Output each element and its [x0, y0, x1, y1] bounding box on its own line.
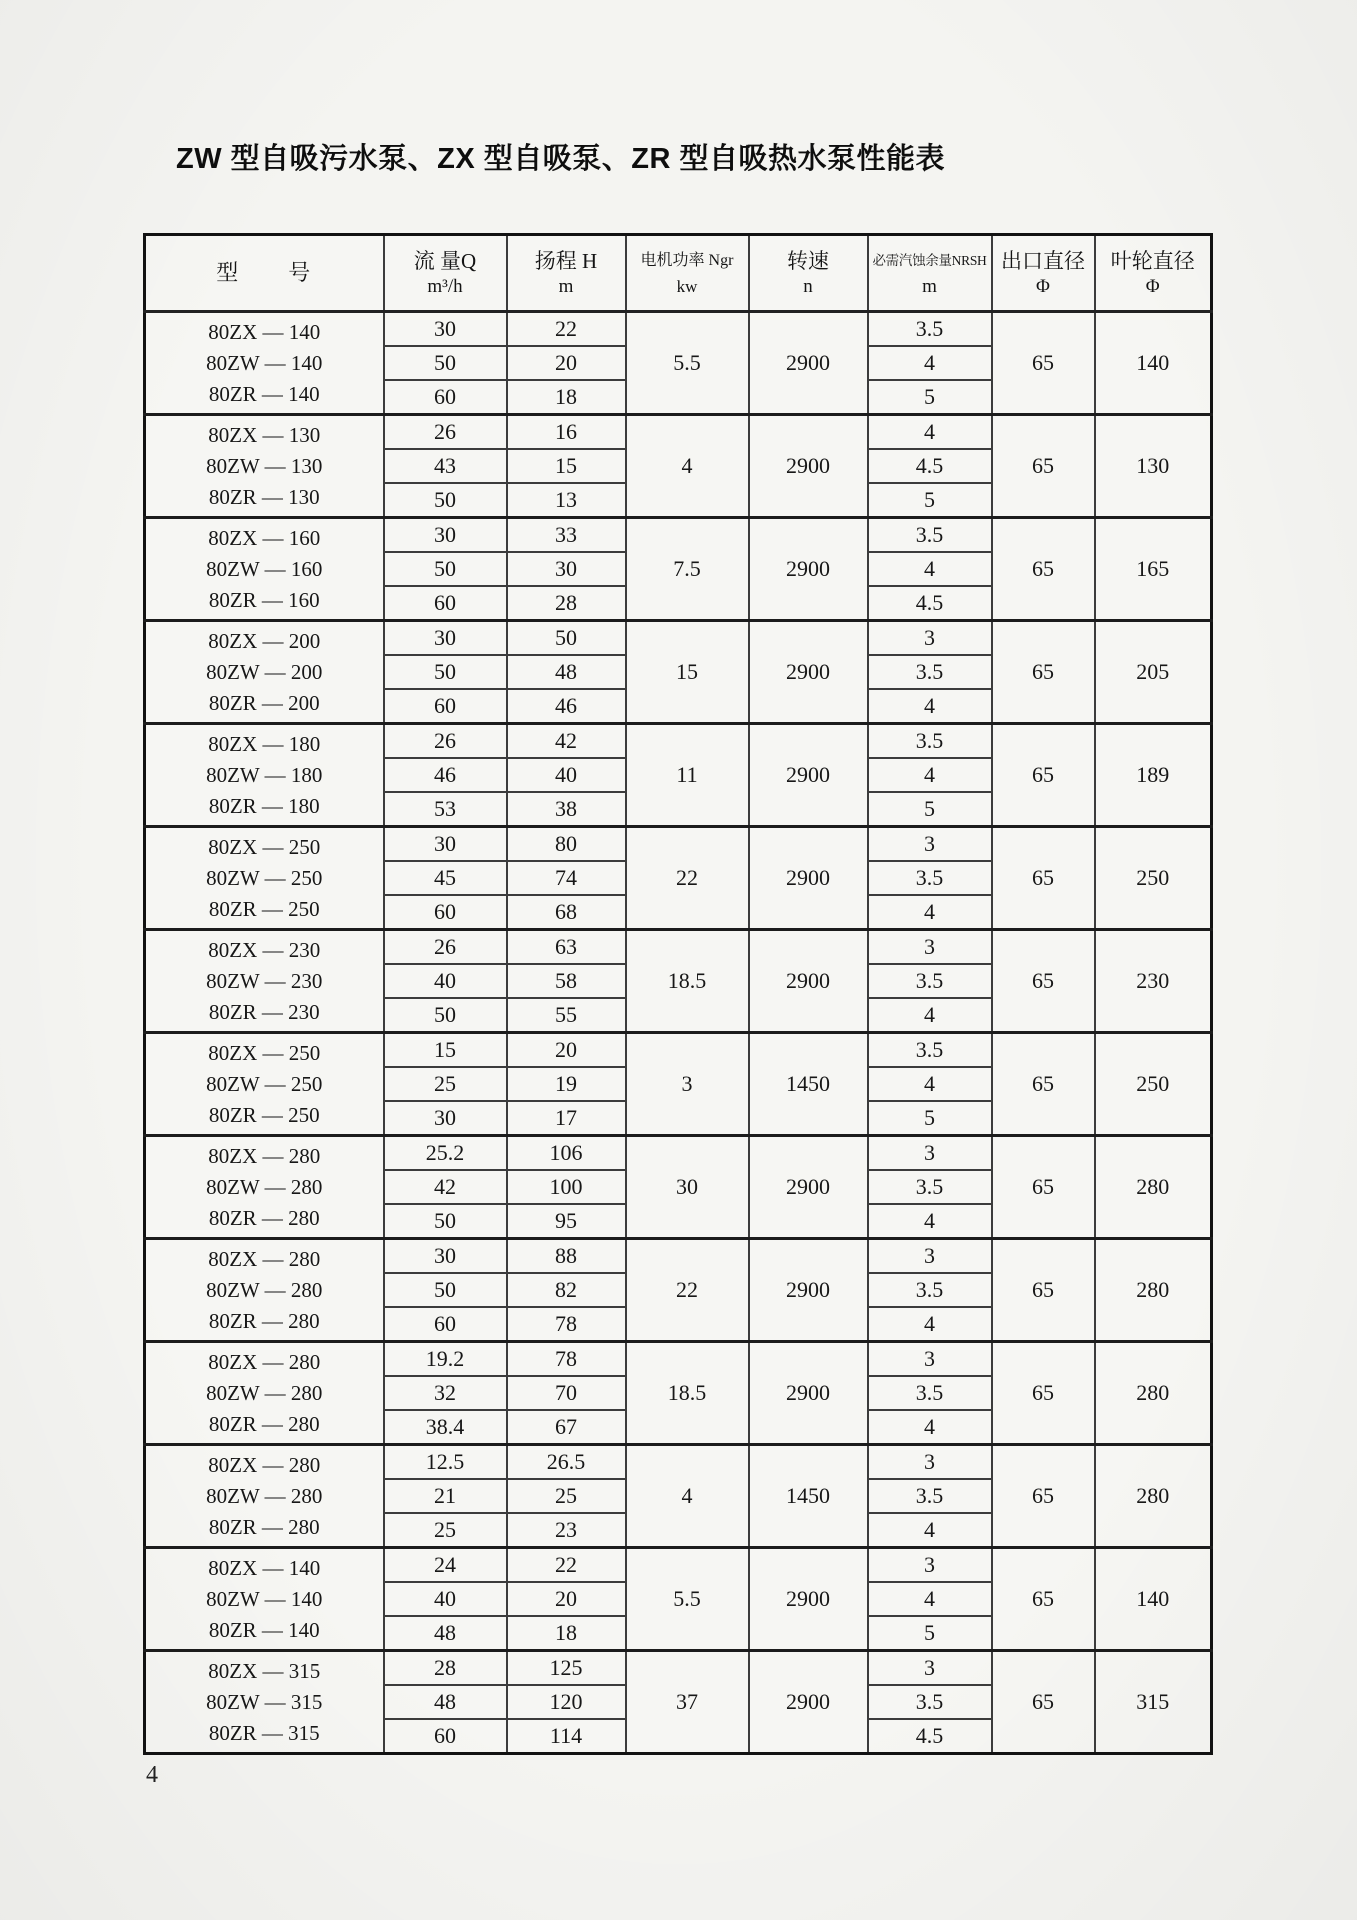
flow-value: 60 [384, 586, 507, 621]
speed-value: 2900 [749, 1342, 868, 1445]
header-head-unit: m [558, 275, 574, 297]
head-value: 28 [507, 586, 626, 621]
flow-value: 25 [384, 1067, 507, 1101]
head-value: 70 [507, 1376, 626, 1410]
model-cell [145, 312, 384, 415]
flow-value: 28 [384, 1651, 507, 1686]
model-name: 80ZW — 250 [206, 865, 323, 890]
model-name: 80ZX — 280 [208, 1452, 321, 1477]
flow-value: 32 [384, 1376, 507, 1410]
speed-value: 1450 [749, 1033, 868, 1136]
outlet-diameter-value: 65 [992, 1548, 1095, 1651]
head-value: 106 [507, 1136, 626, 1171]
npsh-value: 3 [868, 1342, 992, 1377]
flow-value: 25 [384, 1513, 507, 1548]
model-name: 80ZW — 280 [206, 1277, 323, 1302]
npsh-value: 4 [868, 346, 992, 380]
outlet-diameter-value: 65 [992, 1033, 1095, 1136]
impeller-diameter-value: 250 [1095, 827, 1212, 930]
head-value: 30 [507, 552, 626, 586]
speed-value: 2900 [749, 518, 868, 621]
head-value: 78 [507, 1342, 626, 1377]
table-row [145, 312, 1212, 347]
table-row [145, 621, 1212, 656]
flow-value: 53 [384, 792, 507, 827]
npsh-value: 3.5 [868, 518, 992, 553]
impeller-diameter-value: 315 [1095, 1651, 1212, 1754]
model-name: 80ZX — 280 [208, 1349, 321, 1374]
header-model-label: 型 号 [216, 260, 313, 285]
npsh-value: 3.5 [868, 964, 992, 998]
header-head-label: 扬程 H [534, 248, 598, 273]
model-name: 80ZX — 140 [208, 1555, 321, 1580]
flow-value: 48 [384, 1616, 507, 1651]
model-cell [145, 518, 384, 621]
impeller-diameter-value: 280 [1095, 1136, 1212, 1239]
model-name: 80ZX — 140 [208, 319, 321, 344]
table-row [145, 1445, 1212, 1480]
power-value: 18.5 [626, 930, 749, 1033]
outlet-diameter-value: 65 [992, 1445, 1095, 1548]
head-value: 67 [507, 1410, 626, 1445]
head-value: 40 [507, 758, 626, 792]
head-value: 18 [507, 1616, 626, 1651]
model-name: 80ZW — 180 [206, 762, 323, 787]
header-flow [384, 235, 507, 312]
header-model [145, 235, 384, 312]
npsh-value: 4.5 [868, 449, 992, 483]
speed-value: 2900 [749, 312, 868, 415]
power-value: 30 [626, 1136, 749, 1239]
speed-value: 2900 [749, 1136, 868, 1239]
head-value: 55 [507, 998, 626, 1033]
npsh-value: 3.5 [868, 861, 992, 895]
table-row [145, 1651, 1212, 1686]
impeller-diameter-value: 130 [1095, 415, 1212, 518]
head-value: 42 [507, 724, 626, 759]
npsh-value: 3.5 [868, 1376, 992, 1410]
speed-value: 2900 [749, 930, 868, 1033]
model-name: 80ZX — 130 [208, 422, 321, 447]
model-name: 80ZX — 200 [208, 628, 321, 653]
table-row [145, 930, 1212, 965]
page-number: 4 [146, 1762, 158, 1788]
flow-value: 50 [384, 1204, 507, 1239]
model-cell [145, 1445, 384, 1548]
table-row [145, 1239, 1212, 1274]
head-value: 88 [507, 1239, 626, 1274]
npsh-value: 4.5 [868, 586, 992, 621]
head-value: 63 [507, 930, 626, 965]
npsh-value: 3 [868, 621, 992, 656]
model-name: 80ZR — 140 [208, 1617, 320, 1642]
head-value: 15 [507, 449, 626, 483]
model-name: 80ZW — 140 [206, 1586, 323, 1611]
npsh-value: 4 [868, 1204, 992, 1239]
table-row [145, 1136, 1212, 1171]
npsh-value: 4 [868, 1410, 992, 1445]
model-cell [145, 1033, 384, 1136]
head-value: 18 [507, 380, 626, 415]
model-name: 80ZR — 315 [208, 1720, 320, 1745]
head-value: 20 [507, 1582, 626, 1616]
npsh-value: 3.5 [868, 1685, 992, 1719]
flow-value: 60 [384, 1719, 507, 1754]
npsh-value: 4 [868, 998, 992, 1033]
head-value: 50 [507, 621, 626, 656]
head-value: 120 [507, 1685, 626, 1719]
flow-value: 42 [384, 1170, 507, 1204]
table-row [145, 1548, 1212, 1583]
model-name: 80ZW — 140 [206, 350, 323, 375]
pump-table [143, 233, 1213, 1755]
model-name: 80ZW — 280 [206, 1380, 323, 1405]
npsh-value: 5 [868, 483, 992, 518]
flow-value: 50 [384, 655, 507, 689]
model-cell [145, 1239, 384, 1342]
head-value: 58 [507, 964, 626, 998]
npsh-value: 5 [868, 1616, 992, 1651]
header-speed-unit: n [803, 275, 813, 297]
model-name: 80ZW — 130 [206, 453, 323, 478]
npsh-value: 3.5 [868, 1033, 992, 1068]
head-value: 46 [507, 689, 626, 724]
model-name: 80ZR — 250 [208, 1102, 320, 1127]
model-name: 80ZX — 280 [208, 1246, 321, 1271]
speed-value: 2900 [749, 827, 868, 930]
flow-value: 30 [384, 1239, 507, 1274]
flow-value: 30 [384, 312, 507, 347]
header-impeller-diameter [1095, 235, 1212, 312]
model-name: 80ZX — 280 [208, 1143, 321, 1168]
model-cell [145, 724, 384, 827]
power-value: 7.5 [626, 518, 749, 621]
npsh-value: 3 [868, 930, 992, 965]
header-flow-unit: m³/h [427, 275, 463, 297]
head-value: 25 [507, 1479, 626, 1513]
model-name: 80ZX — 315 [208, 1658, 321, 1683]
head-value: 20 [507, 346, 626, 380]
pump-performance-table [143, 233, 1213, 1755]
model-name: 80ZR — 280 [208, 1205, 320, 1230]
flow-value: 30 [384, 827, 507, 862]
flow-value: 50 [384, 998, 507, 1033]
flow-value: 46 [384, 758, 507, 792]
model-name: 80ZR — 180 [208, 793, 320, 818]
npsh-value: 3.5 [868, 1273, 992, 1307]
npsh-value: 3 [868, 1445, 992, 1480]
npsh-value: 3.5 [868, 655, 992, 689]
model-name: 80ZW — 280 [206, 1174, 323, 1199]
outlet-diameter-value: 65 [992, 1342, 1095, 1445]
head-value: 38 [507, 792, 626, 827]
head-value: 23 [507, 1513, 626, 1548]
head-value: 17 [507, 1101, 626, 1136]
model-name: 80ZR — 130 [208, 484, 320, 509]
model-name: 80ZR — 160 [208, 587, 320, 612]
npsh-value: 3 [868, 1548, 992, 1583]
power-value: 11 [626, 724, 749, 827]
npsh-value: 4.5 [868, 1719, 992, 1754]
model-cell [145, 930, 384, 1033]
head-value: 20 [507, 1033, 626, 1068]
outlet-diameter-value: 65 [992, 724, 1095, 827]
power-value: 22 [626, 1239, 749, 1342]
head-value: 114 [507, 1719, 626, 1754]
impeller-diameter-value: 280 [1095, 1342, 1212, 1445]
npsh-value: 3 [868, 1136, 992, 1171]
table-row [145, 724, 1212, 759]
header-speed-label: 转速 [787, 248, 829, 273]
npsh-value: 3 [868, 827, 992, 862]
impeller-diameter-value: 280 [1095, 1239, 1212, 1342]
head-value: 19 [507, 1067, 626, 1101]
npsh-value: 4 [868, 415, 992, 450]
header-speed [749, 235, 868, 312]
npsh-value: 5 [868, 792, 992, 827]
power-value: 4 [626, 1445, 749, 1548]
npsh-value: 3.5 [868, 312, 992, 347]
power-value: 18.5 [626, 1342, 749, 1445]
head-value: 82 [507, 1273, 626, 1307]
head-value: 125 [507, 1651, 626, 1686]
flow-value: 24 [384, 1548, 507, 1583]
speed-value: 2900 [749, 1651, 868, 1754]
head-value: 22 [507, 312, 626, 347]
table-header-row [145, 235, 1212, 312]
model-name: 80ZX — 250 [208, 1040, 321, 1065]
model-cell [145, 1548, 384, 1651]
model-name: 80ZW — 250 [206, 1071, 323, 1096]
npsh-value: 4 [868, 1067, 992, 1101]
power-value: 15 [626, 621, 749, 724]
model-name: 80ZW — 315 [206, 1689, 323, 1714]
flow-value: 30 [384, 621, 507, 656]
flow-value: 60 [384, 689, 507, 724]
impeller-diameter-value: 230 [1095, 930, 1212, 1033]
model-name: 80ZW — 230 [206, 968, 323, 993]
header-impeller-unit: Φ [1145, 275, 1160, 297]
power-value: 4 [626, 415, 749, 518]
head-value: 33 [507, 518, 626, 553]
flow-value: 60 [384, 895, 507, 930]
npsh-value: 3.5 [868, 1170, 992, 1204]
impeller-diameter-value: 140 [1095, 312, 1212, 415]
outlet-diameter-value: 65 [992, 1651, 1095, 1754]
flow-value: 50 [384, 1273, 507, 1307]
flow-value: 45 [384, 861, 507, 895]
head-value: 26.5 [507, 1445, 626, 1480]
header-flow-label: 流 量Q [413, 248, 477, 273]
model-name: 80ZX — 160 [208, 525, 321, 550]
flow-value: 26 [384, 415, 507, 450]
outlet-diameter-value: 65 [992, 621, 1095, 724]
model-name: 80ZW — 200 [206, 659, 323, 684]
head-value: 78 [507, 1307, 626, 1342]
head-value: 68 [507, 895, 626, 930]
impeller-diameter-value: 205 [1095, 621, 1212, 724]
model-cell [145, 1342, 384, 1445]
outlet-diameter-value: 65 [992, 1239, 1095, 1342]
header-npsh [868, 235, 992, 312]
speed-value: 2900 [749, 415, 868, 518]
flow-value: 40 [384, 964, 507, 998]
header-power-label: 电机功率 Ngr [640, 251, 734, 269]
speed-value: 2900 [749, 724, 868, 827]
flow-value: 38.4 [384, 1410, 507, 1445]
page-title: ZW 型自吸污水泵、ZX 型自吸泵、ZR 型自吸热水泵性能表 [176, 143, 945, 175]
npsh-value: 4 [868, 758, 992, 792]
flow-value: 26 [384, 930, 507, 965]
header-npsh-label: 必需汽蚀余量NRSH [872, 252, 987, 268]
model-name: 80ZX — 180 [208, 731, 321, 756]
header-outlet-unit: Φ [1036, 275, 1050, 297]
head-value: 74 [507, 861, 626, 895]
power-value: 22 [626, 827, 749, 930]
head-value: 16 [507, 415, 626, 450]
npsh-value: 3.5 [868, 724, 992, 759]
head-value: 48 [507, 655, 626, 689]
flow-value: 48 [384, 1685, 507, 1719]
header-outlet-label: 出口直径 [1001, 248, 1085, 273]
head-value: 95 [507, 1204, 626, 1239]
npsh-value: 3 [868, 1651, 992, 1686]
power-value: 3 [626, 1033, 749, 1136]
model-name: 80ZR — 200 [208, 690, 320, 715]
model-name: 80ZR — 250 [208, 896, 320, 921]
flow-value: 60 [384, 380, 507, 415]
model-name: 80ZR — 230 [208, 999, 320, 1024]
speed-value: 1450 [749, 1445, 868, 1548]
model-name: 80ZR — 140 [208, 381, 320, 406]
flow-value: 30 [384, 1101, 507, 1136]
power-value: 5.5 [626, 312, 749, 415]
model-name: 80ZX — 250 [208, 834, 321, 859]
flow-value: 40 [384, 1582, 507, 1616]
npsh-value: 5 [868, 1101, 992, 1136]
outlet-diameter-value: 65 [992, 1136, 1095, 1239]
npsh-value: 3.5 [868, 1479, 992, 1513]
table-row [145, 827, 1212, 862]
model-name: 80ZR — 280 [208, 1411, 320, 1436]
header-npsh-unit: m [922, 275, 937, 297]
model-name: 80ZX — 230 [208, 937, 321, 962]
flow-value: 50 [384, 552, 507, 586]
model-name: 80ZR — 280 [208, 1308, 320, 1333]
table-row [145, 518, 1212, 553]
npsh-value: 4 [868, 895, 992, 930]
impeller-diameter-value: 189 [1095, 724, 1212, 827]
model-name: 80ZW — 160 [206, 556, 323, 581]
header-power-unit: kw [676, 276, 698, 296]
impeller-diameter-value: 250 [1095, 1033, 1212, 1136]
flow-value: 19.2 [384, 1342, 507, 1377]
npsh-value: 4 [868, 552, 992, 586]
npsh-value: 4 [868, 1307, 992, 1342]
flow-value: 50 [384, 346, 507, 380]
flow-value: 21 [384, 1479, 507, 1513]
flow-value: 15 [384, 1033, 507, 1068]
npsh-value: 4 [868, 1582, 992, 1616]
flow-value: 12.5 [384, 1445, 507, 1480]
flow-value: 50 [384, 483, 507, 518]
model-cell [145, 1651, 384, 1754]
header-outlet-diameter [992, 235, 1095, 312]
pump-table-body [145, 312, 1212, 1754]
model-name: 80ZR — 280 [208, 1514, 320, 1539]
flow-value: 30 [384, 518, 507, 553]
power-value: 5.5 [626, 1548, 749, 1651]
model-cell [145, 827, 384, 930]
model-cell [145, 415, 384, 518]
head-value: 22 [507, 1548, 626, 1583]
impeller-diameter-value: 165 [1095, 518, 1212, 621]
header-head [507, 235, 626, 312]
outlet-diameter-value: 65 [992, 415, 1095, 518]
model-name: 80ZW — 280 [206, 1483, 323, 1508]
npsh-value: 3 [868, 1239, 992, 1274]
table-row [145, 415, 1212, 450]
speed-value: 2900 [749, 1239, 868, 1342]
table-row [145, 1342, 1212, 1377]
impeller-diameter-value: 140 [1095, 1548, 1212, 1651]
header-power [626, 235, 749, 312]
model-cell [145, 1136, 384, 1239]
npsh-value: 4 [868, 1513, 992, 1548]
head-value: 13 [507, 483, 626, 518]
impeller-diameter-value: 280 [1095, 1445, 1212, 1548]
flow-value: 60 [384, 1307, 507, 1342]
flow-value: 25.2 [384, 1136, 507, 1171]
outlet-diameter-value: 65 [992, 827, 1095, 930]
flow-value: 26 [384, 724, 507, 759]
header-impeller-label: 叶轮直径 [1110, 248, 1195, 273]
npsh-value: 4 [868, 689, 992, 724]
outlet-diameter-value: 65 [992, 518, 1095, 621]
speed-value: 2900 [749, 1548, 868, 1651]
power-value: 37 [626, 1651, 749, 1754]
head-value: 80 [507, 827, 626, 862]
npsh-value: 5 [868, 380, 992, 415]
speed-value: 2900 [749, 621, 868, 724]
outlet-diameter-value: 65 [992, 930, 1095, 1033]
model-cell [145, 621, 384, 724]
outlet-diameter-value: 65 [992, 312, 1095, 415]
flow-value: 43 [384, 449, 507, 483]
head-value: 100 [507, 1170, 626, 1204]
table-row [145, 1033, 1212, 1068]
